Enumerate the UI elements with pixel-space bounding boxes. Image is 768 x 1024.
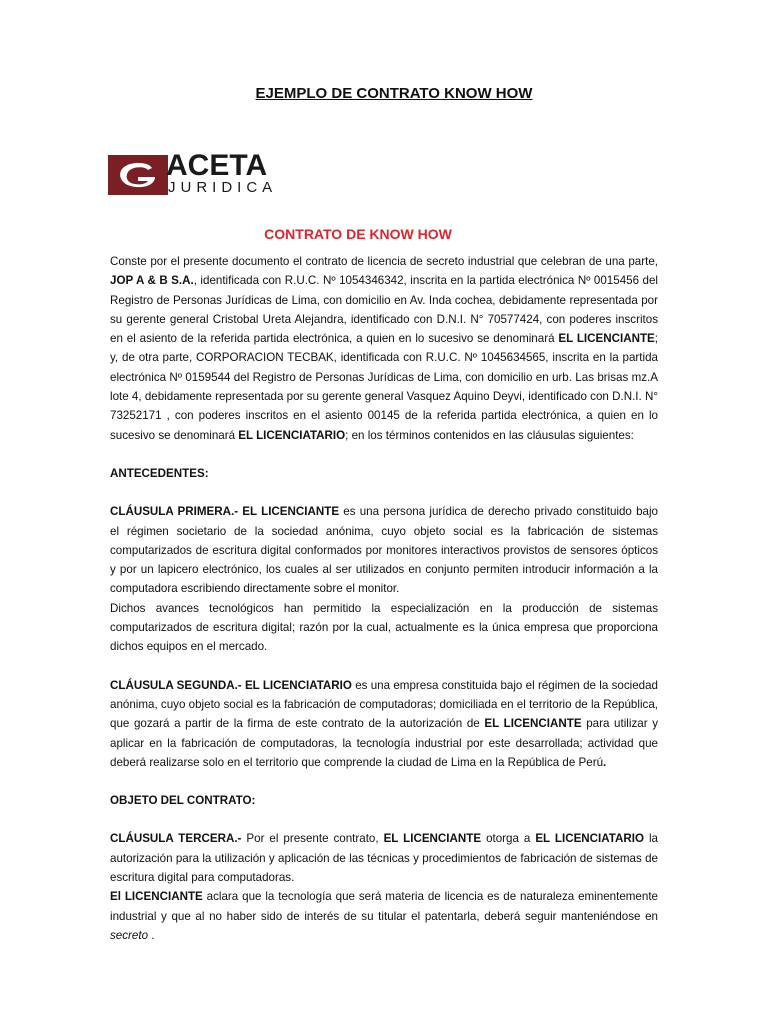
clausula-tercera-text-b: otorga a (481, 832, 536, 846)
clausula-primera-text: es una persona jurídica de derecho privado constituido bajo el régimen societario de la sociedad anónima, cuyo objeto social es la fabricación de sistemas computarizados de escritura digital conformados por monitores interactivos provistos de sensores ópticos y por un lapicero electrónico, los cuales al ser utilizados en conjunto permiten introducir información a la computadora escribiendo directamente sobre el monitor. (110, 505, 659, 596)
licensor-term: EL LICENCIANTE (558, 332, 655, 346)
clausula-tercera-bold-c: El LICENCIANTE (110, 890, 203, 904)
document-title: EJEMPLO DE CONTRATO KNOW HOW (255, 85, 533, 102)
licensee-term: EL LICENCIATARIO (238, 428, 346, 442)
antecedentes-heading: ANTECEDENTES: (110, 466, 209, 480)
clausula-tercera-bold-a: EL LICENCIANTE (383, 832, 482, 846)
contract-heading: CONTRATO DE KNOW HOW (264, 226, 452, 242)
clausula-tercera-text-a: Por el presente contrato, (241, 832, 384, 846)
clausula-tercera-bold-b: EL LICENCIATARIO (535, 832, 644, 846)
clausula-segunda (110, 676, 658, 772)
clausula-tercera-continued (110, 887, 658, 945)
clausula-primera (110, 502, 658, 598)
intro-text-4: ; en los términos contenidos en las cláusulas siguientes: (345, 428, 634, 442)
party-1-name: JOP A & B S.A. (110, 274, 194, 288)
clausula-segunda-text-a: es una empresa constituida bajo el régimen de la sociedad anónima, cuyo objeto social es la fabricación de computadoras; domiciliada en el territorio de la República, que gozará a partir de la firma de este contrato de la autorización de (110, 678, 658, 731)
intro-text-1: Conste por el presente documento el contrato de licencia de secreto industrial que celebran de una parte, (110, 255, 658, 268)
logo-sub-text: JURIDICA (168, 179, 278, 196)
clausula-tercera-label: CLÁUSULA TERCERA.- (110, 832, 242, 846)
logo-main-text: ACETA (166, 149, 268, 182)
intro-text-3: ; y, de otra parte, CORPORACION TECBAK, identificada con R.U.C. Nº 1045634565, inscrita en la partida electrónica Nº 0159544 del Registro de Personas Jurídicas de Lima, con domicilio en urb. Las brisas mz.A lote 4, debidamente representada por su gerente general Vasquez Aquino Deyvi, identificado con D.N.I. N° 73252171 , con poderes inscritos en el asiento 00145 de la referida partida electrónica, a quien en lo sucesivo se denominará (110, 332, 659, 442)
clausula-segunda-label: CLÁUSULA SEGUNDA.- EL LICENCIATARIO (110, 678, 352, 692)
clausula-tercera-text-d: aclara que la tecnología que será materia de licencia es de naturaleza eminentemente industrial y que al no haber sido de interés de su titular el patentarla, deberá seguir manteniéndose en (110, 890, 658, 923)
intro-text-2: , identificada con R.U.C. Nº 1054346342, inscrita en la partida electrónica Nº 0015456 del Registro de Personas Jurídicas de Lima, con domicilio en Av. Inda cochea, debidamente representada por su gerente general Cristobal Ureta Alejandra, identificado con D.N.I. N° 70577424, con poderes inscritos en el asiento de la referida partida electrónica, a quien en lo sucesivo se denominará (110, 274, 658, 346)
contract-body (110, 252, 658, 945)
clausula-segunda-end: . (603, 755, 607, 769)
clausula-tercera-italic: secreto (110, 928, 149, 942)
intro-paragraph (110, 252, 658, 445)
clausula-primera-continued: Dichos avances tecnológicos han permitido la especialización en la producción de sistemas computarizados de escritura digital; razón por la cual, actualmente es la única empresa que proporciona dichos equipos en el mercado. (110, 601, 658, 654)
clausula-segunda-bold-a: EL LICENCIANTE (484, 717, 582, 731)
logo-g-mark-icon (108, 155, 168, 195)
clausula-primera-label: CLÁUSULA PRIMERA.- EL LICENCIANTE (110, 505, 340, 519)
clausula-tercera-text-c: la autorización para la utilización y aplicación de las técnicas y procedimientos de fabricación de sistemas de escritura digital para computadoras. (110, 832, 658, 885)
clausula-tercera (110, 829, 658, 887)
clausula-segunda-text-b: para utilizar y aplicar en la fabricación de computadoras, la tecnología industrial por este desarrollada; actividad que deberá realizarse solo en el territorio que comprende la ciudad de Lima en la República de Perú (110, 717, 658, 769)
gaceta-juridica-logo (108, 150, 308, 200)
clausula-tercera-end: . (148, 928, 155, 942)
objeto-heading: OBJETO DEL CONTRATO: (110, 794, 256, 808)
